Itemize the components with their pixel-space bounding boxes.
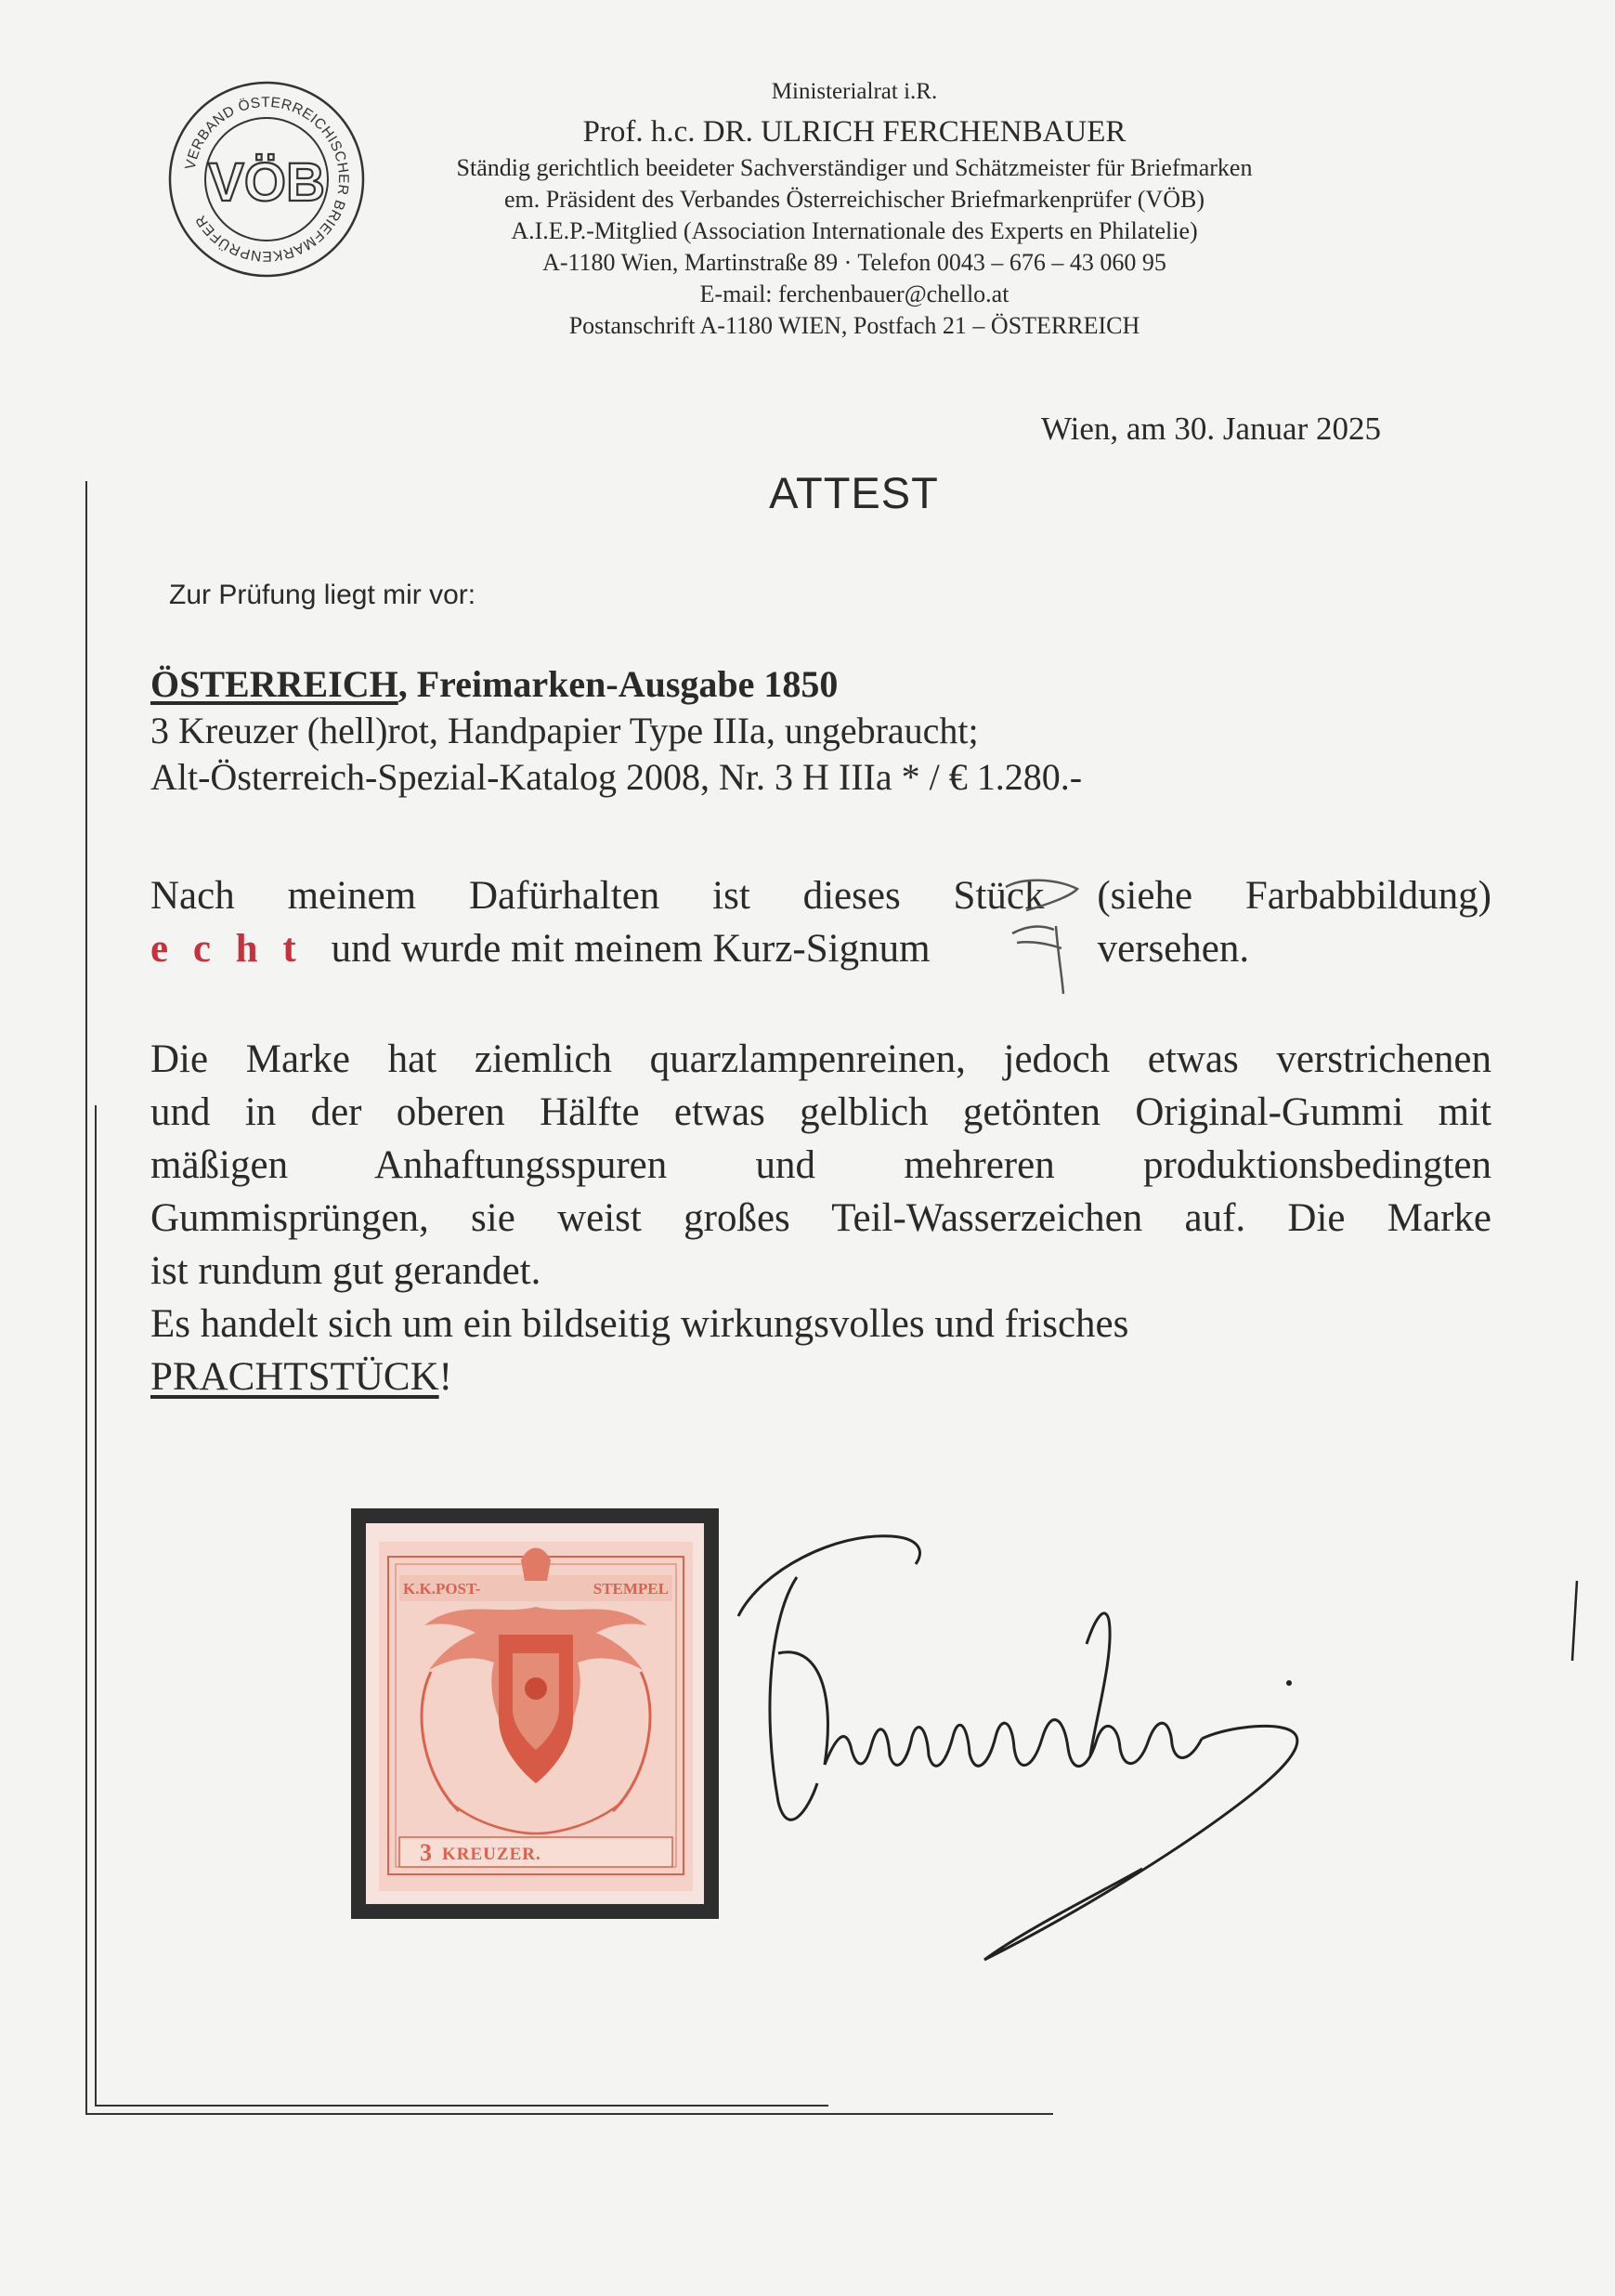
description-line-6: Es handelt sich um ein bildseitig wirkungsvolles und frisches	[150, 1302, 1129, 1346]
description-line-2: und in der oberen Hälfte etwas gelblich getönten Original-Gummi mit	[150, 1090, 1491, 1134]
description-line-3: mäßigen Anhaftungsspuren und mehreren produktionsbedingten	[150, 1143, 1491, 1187]
short-signum-mark	[989, 868, 1091, 998]
handwritten-signature	[706, 1505, 1356, 1988]
letterhead-postal: Postanschrift A-1180 WIEN, Postfach 21 – ÖSTERREICH	[568, 312, 1140, 339]
item-country: ÖSTERREICH	[150, 663, 398, 705]
svg-text:VERBAND ÖSTERREICHISCHER BRIEF: VERBAND ÖSTERREICHISCHER BRIEFMARKENPRÜFER	[182, 94, 352, 265]
letterhead	[334, 76, 1374, 342]
frame-left-outer	[85, 481, 87, 2114]
frame-bottom-outer	[85, 2113, 1053, 2115]
svg-text:STEMPEL: STEMPEL	[593, 1580, 669, 1598]
description-line-1: Die Marke hat ziemlich quarzlampenreinen, jedoch etwas verstrichenen	[150, 1037, 1491, 1081]
description-line-4: Gummisprüngen, sie weist großes Teil-Wasserzeichen auf. Die Marke	[150, 1196, 1491, 1240]
opinion-line-1: Nach meinem Dafürhalten ist dieses Stück (siehe Farbabbildung)	[150, 874, 1491, 918]
document-title: ATTEST	[769, 468, 939, 517]
description-line-5: ist rundum gut gerandet.	[150, 1249, 541, 1293]
verdict-genuine: e c h t	[150, 927, 304, 971]
description-block	[150, 1033, 1491, 1403]
stamp-photo	[366, 1523, 704, 1904]
grade-pracht: PRACHTSTÜCK	[150, 1355, 439, 1399]
item-issue: , Freimarken-Ausgabe 1850	[397, 663, 839, 705]
letterhead-membership: A.I.E.P.-Mitglied (Association Internationale des Experts en Philatelie)	[511, 217, 1198, 244]
frame-left-inner	[95, 1105, 97, 2107]
opinion-closing: versehen.	[1097, 927, 1250, 971]
opinion-signum-text: und wurde mit meinem Kurz-Signum	[331, 927, 931, 971]
letterhead-email: E-mail: ferchenbauer@chello.at	[699, 280, 1009, 307]
letterhead-name: Prof. h.c. DR. ULRICH FERCHENBAUER	[582, 115, 1127, 149]
svg-text:KREUZER.: KREUZER.	[442, 1845, 541, 1864]
description-line-7: PRACHTSTÜCK!	[150, 1355, 452, 1399]
opinion-block	[150, 869, 1491, 975]
item-heading	[150, 661, 1082, 708]
intro-text: Zur Prüfung liegt mir vor:	[169, 580, 476, 610]
stamp-photo-frame	[351, 1508, 719, 1919]
opinion-line-2	[150, 922, 1491, 975]
margin-mark	[1569, 1579, 1581, 1663]
item-catalog: Alt-Österreich-Spezial-Katalog 2008, Nr. 3 H IIIa * / € 1.280.-	[150, 756, 1083, 798]
letterhead-address: A-1180 Wien, Martinstraße 89 · Telefon 0043 – 676 – 43 060 95	[542, 249, 1166, 276]
svg-text:3: 3	[420, 1839, 432, 1866]
letterhead-president: em. Präsident des Verbandes Österreichischer Briefmarkenprüfer (VÖB)	[504, 186, 1205, 213]
svg-text:VÖB: VÖB	[208, 152, 325, 213]
document-date: Wien, am 30. Januar 2025	[1041, 411, 1381, 447]
item-block	[150, 661, 1082, 801]
frame-bottom-inner	[95, 2105, 828, 2107]
letterhead-rank: Ministerialrat i.R.	[771, 79, 938, 104]
letterhead-title: Ständig gerichtlich beeideter Sachverständiger und Schätzmeister für Briefmarken	[456, 154, 1253, 181]
svg-text:K.K.POST-: K.K.POST-	[403, 1580, 481, 1598]
item-description: 3 Kreuzer (hell)rot, Handpapier Type IIIa, ungebraucht;	[150, 710, 979, 751]
